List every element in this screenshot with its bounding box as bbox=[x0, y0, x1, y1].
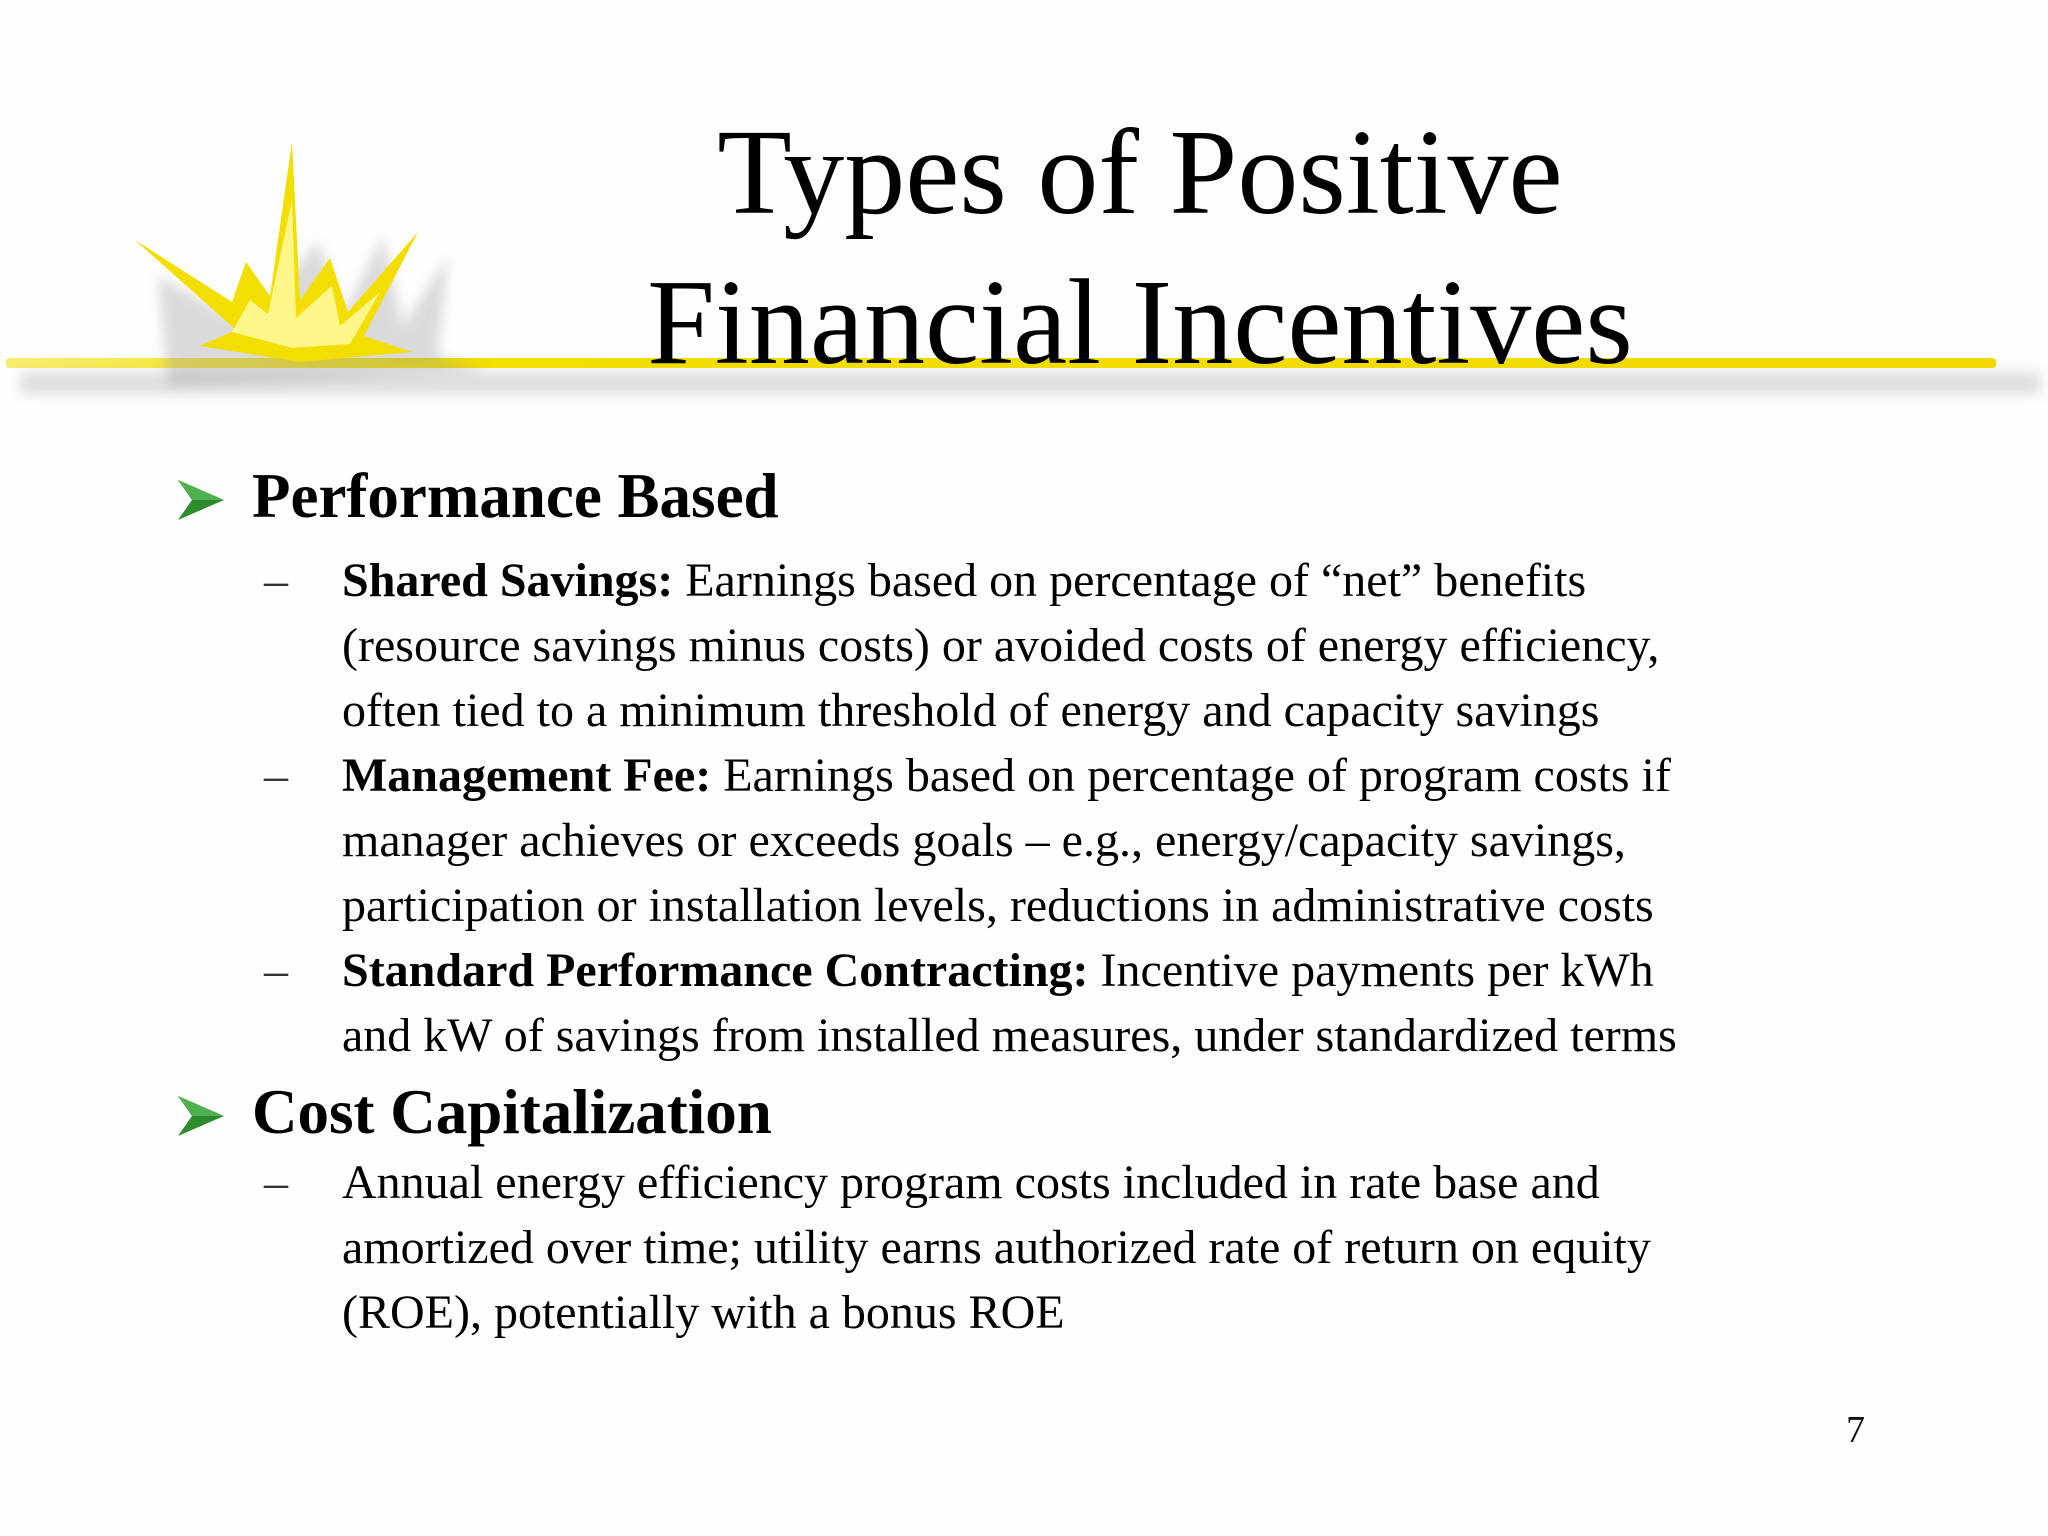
dash-marker: – bbox=[264, 944, 288, 997]
list-item-shared-savings bbox=[172, 548, 1872, 743]
item-line: manager achieves or exceeds goals – e.g., energy/capacity savings, bbox=[342, 814, 1626, 867]
item-term: Shared Savings: bbox=[342, 554, 674, 607]
item-text: Earnings based on percentage of program costs if bbox=[711, 749, 1671, 802]
item-line bbox=[342, 743, 1872, 808]
slide-title bbox=[560, 98, 1720, 398]
section-heading: Performance Based bbox=[252, 461, 779, 531]
list-item-management-fee bbox=[172, 743, 1872, 938]
item-line: often tied to a minimum threshold of energy and capacity savings bbox=[342, 684, 1600, 737]
list-item-standard-performance-contracting bbox=[172, 938, 1872, 1068]
bullet-cost-capitalization bbox=[172, 1074, 1872, 1150]
dash-marker: – bbox=[264, 554, 288, 607]
section-heading: Cost Capitalization bbox=[252, 1077, 772, 1147]
item-line bbox=[342, 548, 1872, 613]
item-line bbox=[342, 938, 1872, 1003]
item-term: Standard Performance Contracting: bbox=[342, 944, 1089, 997]
green-arrow-icon bbox=[178, 1096, 224, 1136]
page-number: 7 bbox=[1846, 1409, 1865, 1451]
dash-marker: – bbox=[264, 1156, 288, 1209]
item-line: and kW of savings from installed measures, under standardized terms bbox=[342, 1009, 1677, 1062]
item-line: Annual energy efficiency program costs included in rate base and bbox=[342, 1156, 1600, 1209]
bullet-performance-based bbox=[172, 458, 1872, 534]
item-line: participation or installation levels, reductions in administrative costs bbox=[342, 879, 1654, 932]
cost-capitalization-list bbox=[172, 1150, 1872, 1345]
list-item-annual-costs bbox=[172, 1150, 1872, 1345]
slide-content bbox=[172, 458, 1872, 1345]
item-line: (resource savings minus costs) or avoided costs of energy efficiency, bbox=[342, 619, 1660, 672]
performance-based-list bbox=[172, 548, 1872, 1068]
item-text: Incentive payments per kWh bbox=[1088, 944, 1654, 997]
slide-title-line-2: Financial Incentives bbox=[647, 255, 1633, 390]
green-arrow-icon bbox=[178, 480, 224, 520]
item-term: Management Fee: bbox=[342, 749, 712, 802]
slide-title-line-1: Types of Positive bbox=[717, 105, 1563, 240]
item-line: (ROE), potentially with a bonus ROE bbox=[342, 1286, 1065, 1339]
item-text: Earnings based on percentage of “net” benefits bbox=[673, 554, 1587, 607]
item-line: amortized over time; utility earns authorized rate of return on equity bbox=[342, 1221, 1651, 1274]
dash-marker: – bbox=[264, 749, 288, 802]
